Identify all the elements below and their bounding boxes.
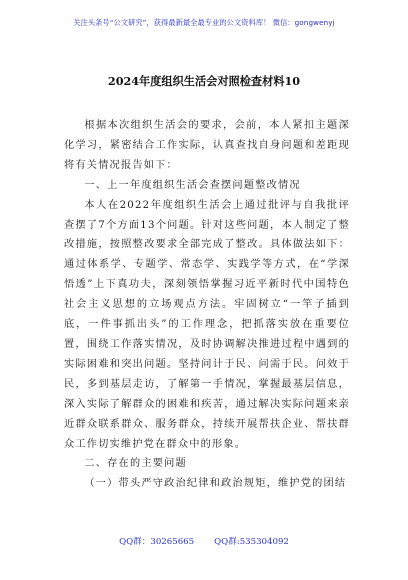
qq-group-label: QQ群：30265665 <box>119 537 195 547</box>
section-heading-2: 二、存在的主要问题 <box>84 458 187 470</box>
section-heading-1: 一、上一年度组织生活会查摆问题整改情况 <box>84 179 301 191</box>
intro-paragraph: 根据本次组织生活会的要求，会前，本人紧扣主题深化学习，紧密结合工作实际，认真查找自身问题和差距现将有关情况报告如下： <box>64 120 350 171</box>
body-paragraph: 本人在2022年度组织生活会上通过批评与自我批评查摆了7个方面13个问题。针对这些问题，本人制定了整改措施，按照整改要求全部完成了整改。具体做法如下：通过体系学、专题学、常态学、实践学等方式，在“学深悟透”上下真功夫，深刻领悟掌握习近平新时代中国特色社会主义思想的立场观点方法。牢固树立“一竿子插到底，一件事抓出头”的工作理念，把抓落实放在重要位置，围绕工作落实情况，及时协调解决推进过程中遇到的实际困难和突出问题。坚持问计于民、问需于民。问效于民，多到基层走访，了解第一手情况，掌握最基层信息，深入实际了解群众的困难和疾苦，通过解决实际问题来亲近群众联系群众、服务群众，持续开展帮扶企业、帮扶群众工作切实维护党在群众中的形象。 <box>64 199 350 450</box>
header-notice: 关注头条号“公文研究”，获得最新最全最专业的公文资料库！ 微信：gongwenyj <box>73 18 335 27</box>
subsection-heading: （一）带头严守政治纪律和政治规矩，维护党的团结 <box>84 478 347 490</box>
qq-group-label-2: QQ群:535304092 <box>214 537 289 547</box>
footer <box>0 535 408 547</box>
document-title: 2024年度组织生活会对照检查材料10 <box>107 74 301 88</box>
document-body <box>64 116 350 494</box>
